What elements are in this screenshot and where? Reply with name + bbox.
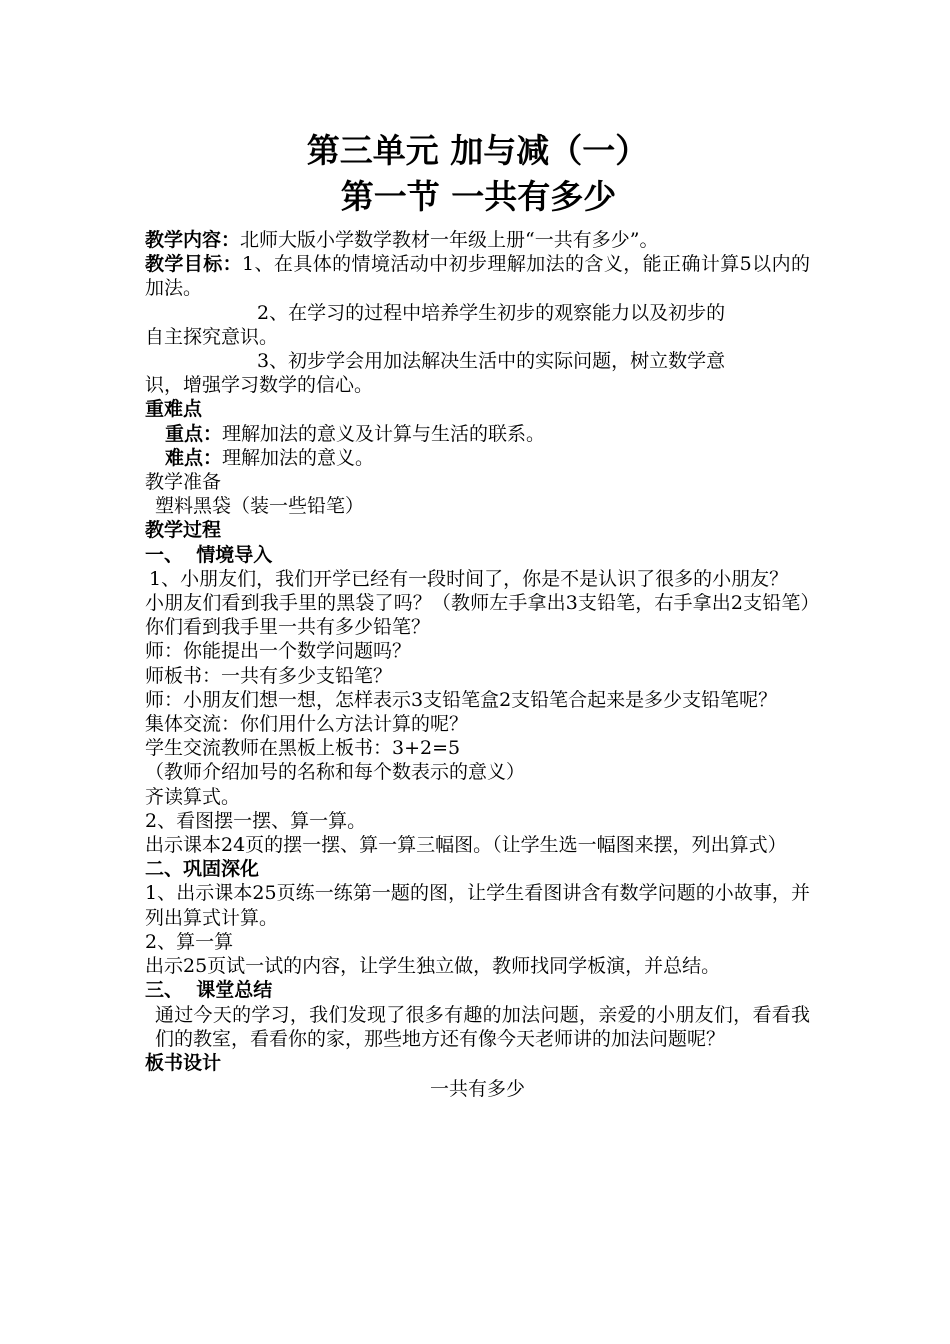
s1-paragraph-10: 2、看图摆一摆、算一算。 — [145, 809, 367, 832]
s1-paragraph-8: （教师介绍加号的名称和每个数表示的意义） — [145, 761, 526, 784]
s1-paragraph-11: 出示课本24页的摆一摆、算一算三幅图。（让学生选一幅图来摆，列出算式） — [145, 834, 787, 857]
goals-label: 教学目标： — [145, 253, 243, 276]
s1-paragraph-9: 齐读算式。 — [145, 785, 241, 808]
section-1-heading: 一、 情境导入 — [145, 543, 273, 566]
difficult-point — [145, 446, 810, 470]
content-label: 教学内容： — [145, 229, 241, 251]
lesson-plan-page — [145, 128, 810, 1101]
s1-paragraph-2: 小朋友们看到我手里的黑袋了吗？（教师左手拿出3支铅笔，右手拿出2支铅笔）你们看到我手里一共有多少铅笔？ — [145, 592, 810, 639]
content-line — [145, 228, 810, 252]
s1-paragraph-6: 集体交流：你们用什么方法计算的呢？ — [145, 713, 469, 736]
goal-1-text: 1、在具体的情境活动中初步理解加法的含义，能正确计算5以内的加法。 — [145, 253, 810, 300]
unit-title: 第三单元 加与减（一） — [306, 131, 649, 170]
prep-heading: 教学准备 — [145, 471, 222, 494]
diff-text: 理解加法的意义。 — [222, 446, 375, 469]
section-title: 第一节 一共有多少 — [340, 177, 617, 216]
key-label: 重点： — [165, 422, 223, 445]
key-point — [145, 422, 810, 446]
section-3-heading: 三、 课堂总结 — [145, 979, 273, 1002]
s1-paragraph-7: 学生交流教师在黑板上板书：3+2=5 — [145, 737, 461, 760]
s2-paragraph-3: 出示25页试一试的内容，让学生独立做，教师找同学板演，并总结。 — [145, 955, 721, 978]
goal-3: 3、初步学会用加法解决生活中的实际问题，树立数学意 — [257, 350, 726, 373]
lesson-body — [145, 228, 810, 1101]
keypoints-heading: 重难点 — [145, 398, 203, 421]
s3-paragraph-1: 通过今天的学习，我们发现了很多有趣的加法问题，亲爱的小朋友们，看看我们的教室，看看你的家，那些地方还有像今天老师讲的加法问题呢？ — [155, 1003, 810, 1050]
prep-text: 塑料黑袋（装一些铅笔） — [155, 495, 365, 518]
goal-3-cont: 识，增强学习数学的信心。 — [145, 374, 374, 397]
s1-paragraph-5: 师：小朋友们想一想，怎样表示3支铅笔盒2支铅笔合起来是多少支铅笔呢？ — [145, 688, 778, 711]
key-text: 理解加法的意义及计算与生活的联系。 — [222, 422, 546, 445]
s1-paragraph-4: 师板书：一共有多少支铅笔？ — [145, 664, 393, 687]
goal-1 — [145, 252, 810, 300]
s2-paragraph-1: 1、出示课本25页练一练第一题的图，让学生看图讲含有数学问题的小故事，并列出算式计算。 — [145, 882, 810, 929]
section-2-heading: 二、巩固深化 — [145, 858, 260, 881]
goal-2-cont: 自主探究意识。 — [145, 325, 279, 348]
diff-label: 难点： — [165, 446, 223, 469]
s1-paragraph-3: 师：你能提出一个数学问题吗？ — [145, 640, 412, 663]
s2-paragraph-2: 2、算一算 — [145, 930, 234, 953]
content-text: 北师大版小学数学教材一年级上册“一共有多少”。 — [240, 229, 659, 251]
s1-paragraph-1: 1、小朋友们，我们开学已经有一段时间了，你是不是认识了很多的小朋友？ — [149, 567, 789, 590]
board-center-text: 一共有多少 — [429, 1078, 525, 1101]
board-heading: 板书设计 — [145, 1051, 222, 1074]
goal-2: 2、在学习的过程中培养学生初步的观察能力以及初步的 — [257, 301, 726, 324]
process-heading: 教学过程 — [145, 519, 222, 542]
